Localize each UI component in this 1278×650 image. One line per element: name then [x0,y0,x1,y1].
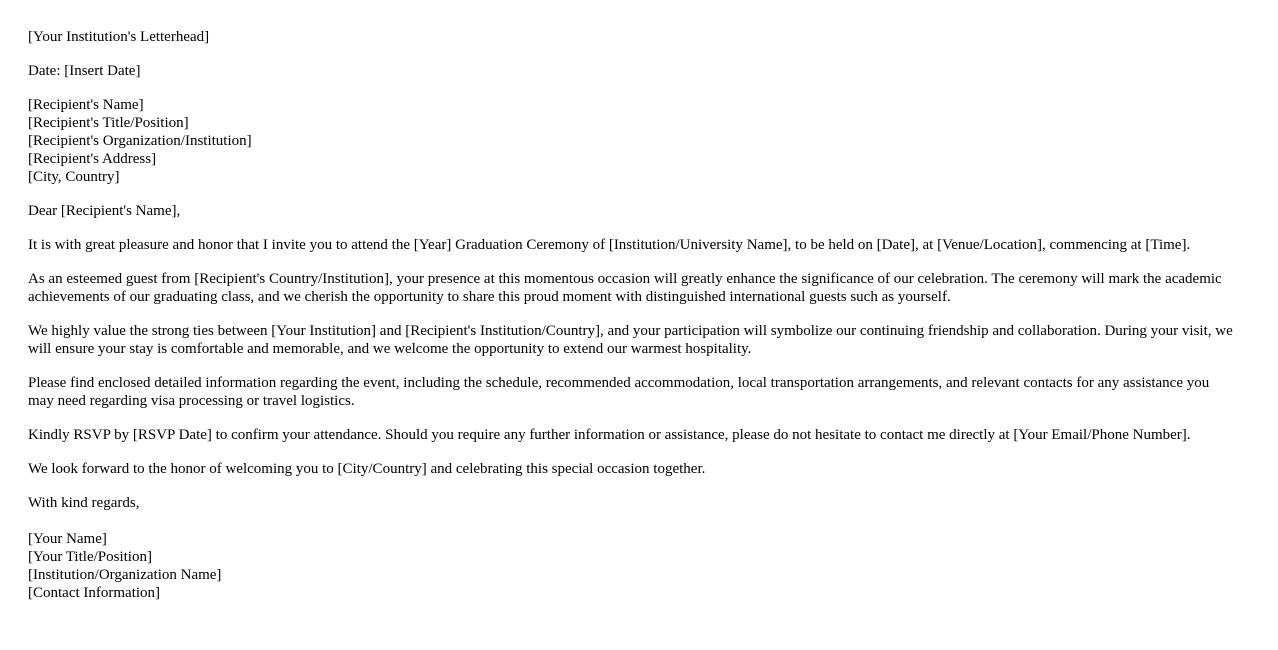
body-paragraph-enclosed: Please find enclosed detailed information regarding the event, including the schedule, recommended accommodation, local transportation arrangements, and relevant contacts for any assistance you may need regarding visa processing or travel logistics. [28,375,1210,409]
closing-line: With kind regards, [28,495,140,511]
letter-date: Date: [Insert Date] [28,63,141,79]
recipient-title: [Recipient's Title/Position] [28,115,189,131]
signature-organization: [Institution/Organization Name] [28,567,222,583]
body-paragraph-guest: As an esteemed guest from [Recipient's Country/Institution], your presence at this momentous occasion will greatly enhance the significance of our celebration. The ceremony will mark the academic achievements of our graduating class, and we cherish the opportunity to share this proud moment with distinguished international guests such as yourself. [28,271,1222,305]
recipient-city-country: [City, Country] [28,169,120,185]
signature-contact: [Contact Information] [28,585,161,601]
salutation: Dear [Recipient's Name], [28,203,181,219]
recipient-address: [Recipient's Address] [28,151,157,167]
body-paragraph-closing: We look forward to the honor of welcoming you to [City/Country] and celebrating this special occasion together. [28,461,706,477]
signature-block [28,530,1238,602]
signature-title: [Your Title/Position] [28,549,152,565]
body-paragraph-invitation: It is with great pleasure and honor that I invite you to attend the [Year] Graduation Ceremony of [Institution/University Name], to be held on [Date], at [Venue/Location], commencing at [Time]. [28,237,1191,253]
body-paragraph-ties: We highly value the strong ties between [Your Institution] and [Recipient's Institution/Country], and your participation will symbolize our continuing friendship and collaboration. During your visit, we will ensure your stay is comfortable and memorable, and we welcome the opportunity to extend our warmest hospitality. [28,323,1233,357]
recipient-name: [Recipient's Name] [28,97,144,113]
letterhead: [Your Institution's Letterhead] [28,29,210,45]
recipient-organization: [Recipient's Organization/Institution] [28,133,252,149]
signature-name: [Your Name] [28,531,107,547]
body-paragraph-rsvp: Kindly RSVP by [RSVP Date] to confirm your attendance. Should you require any further information or assistance, please do not hesitate to contact me directly at [Your Email/Phone Number]. [28,427,1191,443]
recipient-block [28,96,1238,186]
